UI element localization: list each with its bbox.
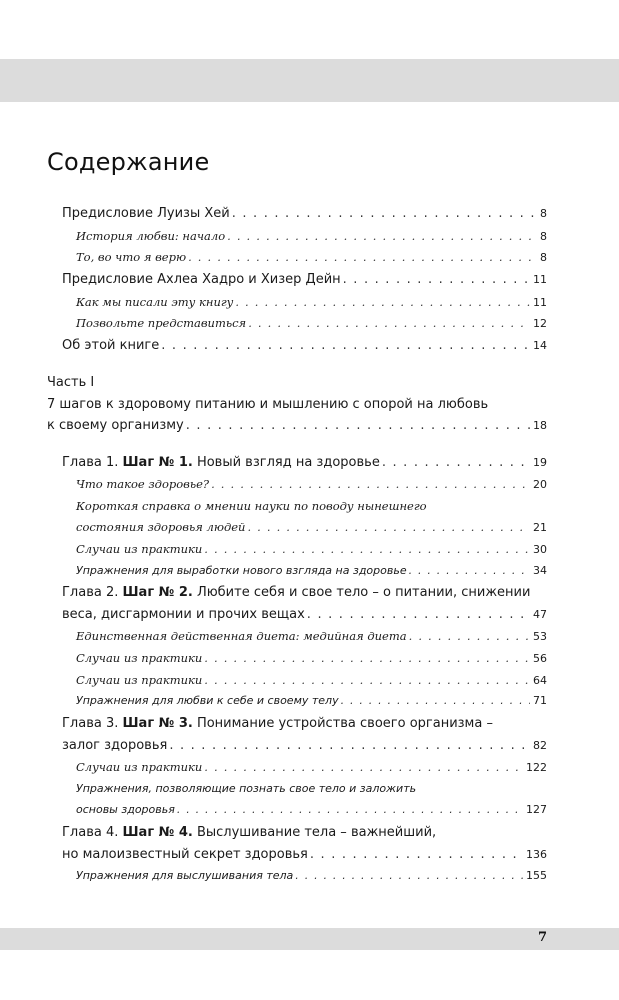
leader-dots xyxy=(186,418,530,433)
toc-entry-page: 19 xyxy=(533,456,547,469)
leader-dots xyxy=(409,564,530,577)
toc-entry-text: состояния здоровья людей xyxy=(76,520,246,534)
toc-entry-science-line1: Короткая справка о мнении науки по поводу нынешнего xyxy=(76,499,427,513)
toc-entry-page: 8 xyxy=(540,230,547,243)
chapter-2-heading-line1 xyxy=(62,585,530,600)
toc-entry-exercises-listening[interactable] xyxy=(0,869,619,891)
chapter-title-line2: но малоизвестный секрет здоровья xyxy=(62,847,308,862)
toc-entry-page: 11 xyxy=(533,296,547,309)
toc-entry-page: 53 xyxy=(533,630,547,643)
toc-entry-text: Упражнения для выработки нового взгляда на здоровье xyxy=(76,564,407,577)
toc-entry-what-is-health[interactable] xyxy=(0,477,619,499)
leader-dots xyxy=(188,250,536,264)
toc-entry-text: Случаи из практики xyxy=(76,651,203,665)
toc-entry-exercises-know-body[interactable] xyxy=(0,803,619,825)
page-number: 7 xyxy=(537,930,547,945)
chapter-prefix: Глава 3. xyxy=(62,716,123,731)
toc-entry-page: 34 xyxy=(533,564,547,577)
toc-entry-text: Упражнения для выслушивания тела xyxy=(76,869,294,882)
toc-entry-chapter-4[interactable] xyxy=(0,847,619,869)
chapter-3-heading-line1 xyxy=(62,716,493,731)
toc-entry-page: 18 xyxy=(533,419,547,432)
part-title-line2: к своему организму xyxy=(47,418,184,433)
chapter-title: Понимание устройства своего организма – xyxy=(192,716,493,731)
toc-entry-part-1[interactable] xyxy=(0,418,619,440)
leader-dots xyxy=(235,295,530,309)
part-title-line1: 7 шагов к здоровому питанию и мышлению с опорой на любовь xyxy=(47,397,489,412)
chapter-step: Шаг № 1. xyxy=(122,455,193,470)
toc-entry-page: 8 xyxy=(540,251,547,264)
leader-dots xyxy=(227,229,537,243)
toc-entry-text: Об этой книге xyxy=(62,338,160,353)
toc-entry-case-studies[interactable] xyxy=(0,673,619,695)
toc-entry-text: Предисловие Луизы Хей xyxy=(62,206,230,221)
toc-entry-page: 64 xyxy=(533,674,547,687)
toc-entry-page: 155 xyxy=(526,869,547,882)
toc-entry-text: То, во что я верю xyxy=(76,250,187,264)
leader-dots xyxy=(204,673,530,687)
toc-entry-text: Случаи из практики xyxy=(76,673,203,687)
toc-entry-page: 20 xyxy=(533,478,547,491)
toc-entry-introduce[interactable] xyxy=(0,316,619,338)
leader-dots xyxy=(204,760,523,774)
leader-dots xyxy=(177,803,523,816)
header-band xyxy=(0,59,619,102)
toc-entry-text: Предисловие Ахлеа Хадро и Хизер Дейн xyxy=(62,272,341,287)
toc-entry-exercises-self-love[interactable] xyxy=(0,694,619,716)
chapter-4-heading-line1 xyxy=(62,825,436,840)
toc-entry-page: 47 xyxy=(533,608,547,621)
chapter-step: Шаг № 2. xyxy=(122,585,193,600)
leader-dots xyxy=(211,477,530,491)
toc-entry-love-story[interactable] xyxy=(0,229,619,251)
toc-entry-page: 71 xyxy=(533,694,547,707)
toc-entry-text: Случаи из практики xyxy=(76,542,203,556)
toc-entry-text: Что такое здоровье? xyxy=(76,477,210,491)
chapter-prefix: Глава 2. xyxy=(62,585,123,600)
chapter-prefix: Глава 4. xyxy=(62,825,123,840)
toc-entry-case-studies[interactable] xyxy=(0,542,619,564)
chapter-prefix: Глава 1. xyxy=(62,455,123,470)
leader-dots xyxy=(204,651,530,665)
toc-entry-text: Упражнения для любви к себе и своему телу xyxy=(76,694,339,707)
leader-dots xyxy=(343,272,530,287)
leader-dots xyxy=(247,520,530,534)
toc-entry-text: Как мы писали эту книгу xyxy=(76,295,234,309)
toc-entry-how-we-wrote[interactable] xyxy=(0,295,619,317)
leader-dots xyxy=(204,542,530,556)
leader-dots xyxy=(341,694,530,707)
toc-entry-page: 127 xyxy=(526,803,547,816)
chapter-step: Шаг № 3. xyxy=(122,716,193,731)
page-title: Содержание xyxy=(47,148,210,177)
toc-entry-about-book[interactable] xyxy=(0,338,619,360)
toc-entry-page: 56 xyxy=(533,652,547,665)
leader-dots xyxy=(232,206,537,221)
toc-entry-text: Позвольте представиться xyxy=(76,316,247,330)
leader-dots xyxy=(248,316,530,330)
chapter-step: Шаг № 4. xyxy=(122,825,193,840)
toc-entry-page: 12 xyxy=(533,317,547,330)
toc-entry-chapter-2[interactable] xyxy=(0,607,619,629)
chapter-title-line2: залог здоровья xyxy=(62,738,168,753)
toc-entry-page: 136 xyxy=(526,848,547,861)
chapter-title: Любите себя и свое тело – о питании, снижении xyxy=(192,585,531,600)
chapter-heading xyxy=(0,455,382,470)
toc-entry-text: основы здоровья xyxy=(76,803,175,816)
footer-band xyxy=(0,928,619,950)
leader-dots xyxy=(382,455,530,470)
toc-entry-chapter-1[interactable] xyxy=(0,455,619,477)
chapter-title: Новый взгляд на здоровье xyxy=(192,455,380,470)
toc-entry-page: 30 xyxy=(533,543,547,556)
part-label: Часть I xyxy=(47,375,95,390)
leader-dots xyxy=(409,629,530,643)
toc-entry-exercises-know-body-line1: Упражнения, позволяющие познать свое тело и заложить xyxy=(76,782,417,795)
toc-entry-page: 21 xyxy=(533,521,547,534)
toc-entry-science[interactable] xyxy=(0,520,619,542)
toc-entry-case-studies[interactable] xyxy=(0,651,619,673)
leader-dots xyxy=(161,338,530,353)
toc-entry-exercises-new-view[interactable] xyxy=(0,564,619,586)
toc-entry-what-i-believe[interactable] xyxy=(0,250,619,272)
toc-entry-foreword-louise-hay[interactable] xyxy=(0,206,619,228)
toc-entry-text: Случаи из практики xyxy=(76,760,203,774)
leader-dots xyxy=(295,869,523,882)
toc-entry-case-studies[interactable] xyxy=(0,760,619,782)
toc-entry-page: 11 xyxy=(533,273,547,286)
toc-entry-text: Единственная действенная диета: медийная диета xyxy=(76,629,407,643)
toc-entry-page: 14 xyxy=(533,339,547,352)
leader-dots xyxy=(307,607,530,622)
toc-entry-page: 122 xyxy=(526,761,547,774)
chapter-title-line2: веса, дисгармонии и прочих вещах xyxy=(62,607,305,622)
leader-dots xyxy=(310,847,523,862)
toc-entry-text: История любви: начало xyxy=(76,229,226,243)
leader-dots xyxy=(169,738,530,753)
toc-entry-page: 8 xyxy=(540,207,547,220)
chapter-title: Выслушивание тела – важнейший, xyxy=(192,825,437,840)
toc-entry-foreword-hadro-dane[interactable] xyxy=(0,272,619,294)
toc-entry-page: 82 xyxy=(533,739,547,752)
toc-entry-media-diet[interactable] xyxy=(0,629,619,651)
toc-entry-chapter-3[interactable] xyxy=(0,738,619,760)
